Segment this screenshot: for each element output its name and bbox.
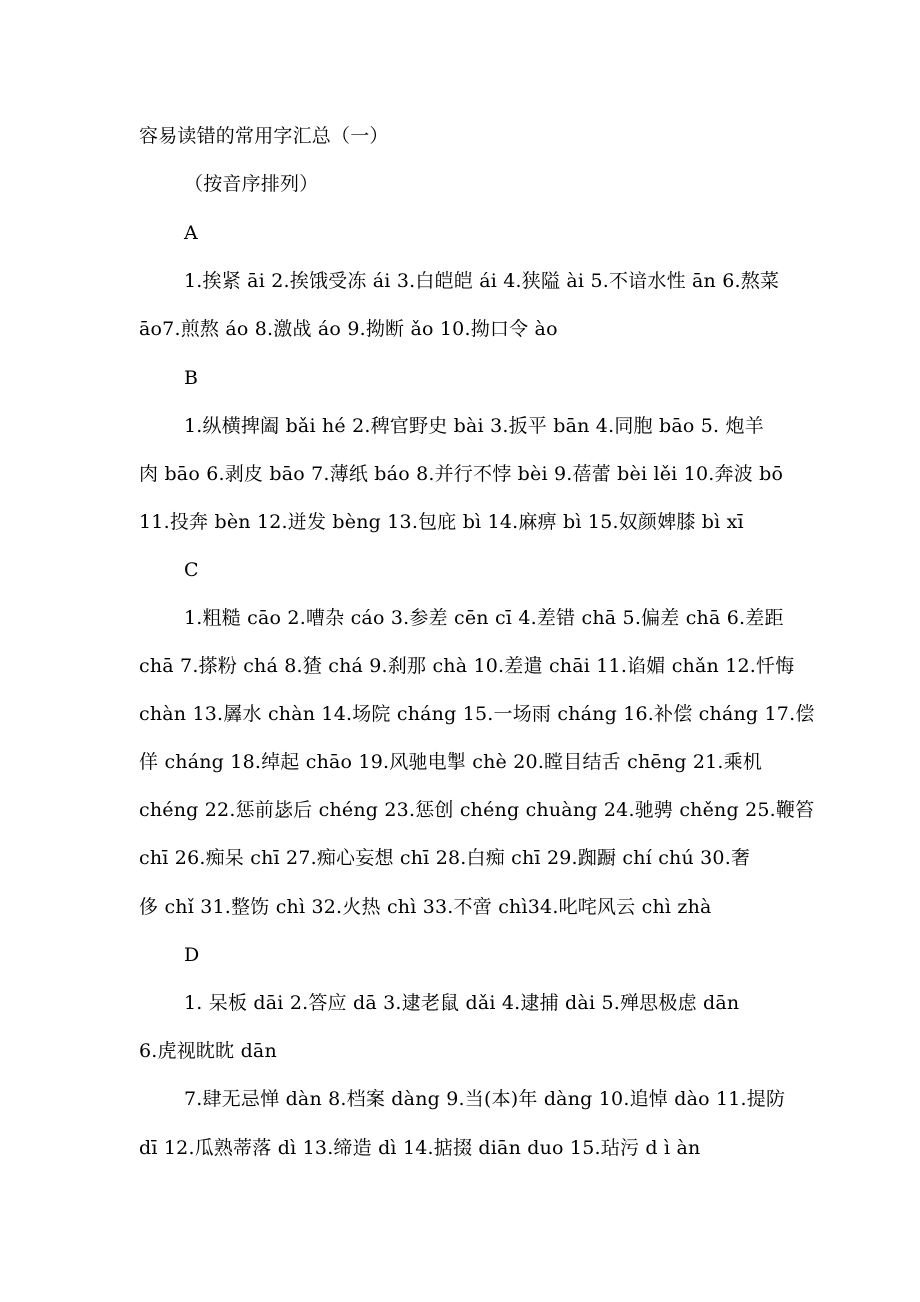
section-c-line: chàn 13.羼水 chàn 14.场院 cháng 15.一场雨 cháng 16.补偿 cháng 17.偿 [139,703,815,725]
page-subtitle: （按音序排列） [184,173,319,195]
section-c-line: 佯 cháng 18.绰起 chāo 19.风驰电掣 chè 20.瞠目结舌 chēng 21.乘机 [139,751,763,773]
section-d-line: dī 12.瓜熟蒂落 dì 13.缔造 dì 14.掂掇 diān duo 15.玷污 d ì àn [139,1137,701,1159]
page-title: 容易读错的常用字汇总（一） [139,125,389,147]
section-c-line: chéng 22.惩前毖后 chéng 23.惩创 chéng chuàng 24.驰骋 chěng 25.鞭笞 [139,799,815,821]
section-heading-c: C [184,559,199,581]
section-heading-a: A [184,222,198,244]
section-b-line: 1.纵横捭阖 bǎi hé 2.稗官野史 bài 3.扳平 bān 4.同胞 bāo 5. 炮羊 [184,415,764,437]
section-c-line: chī 26.痴呆 chī 27.痴心妄想 chī 28.白痴 chī 29.踟蹰 chí chú 30.奢 [139,847,751,869]
section-d-line: 7.肆无忌惮 dàn 8.档案 dàng 9.当(本)年 dàng 10.追悼 dào 11.提防 [184,1088,786,1110]
section-b-line: 11.投奔 bèn 12.迸发 bèng 13.包庇 bì 14.麻痹 bì 15.奴颜婢膝 bì xī [139,511,744,533]
section-a-line: 1.挨紧 āi 2.挨饿受冻 ái 3.白皑皑 ái 4.狭隘 ài 5.不谙水性 ān 6.熬菜 [184,270,780,292]
section-a-line: āo7.煎熬 áo 8.激战 áo 9.拗断 ǎo 10.拗口令 ào [139,318,558,340]
section-heading-b: B [184,367,199,389]
section-c-line: 1.粗糙 cāo 2.嘈杂 cáo 3.参差 cēn cī 4.差错 chā 5.偏差 chā 6.差距 [184,607,784,629]
section-d-line: 1. 呆板 dāi 2.答应 dā 3.逮老鼠 dǎi 4.逮捕 dài 5.殚思极虑 dān [184,992,740,1014]
section-d-line: 6.虎视眈眈 dān [139,1040,277,1062]
section-c-line: chā 7.搽粉 chá 8.猹 chá 9.刹那 chà 10.差遣 chāi 11.谄媚 chǎn 12.忏悔 [139,655,795,677]
section-heading-d: D [184,944,200,966]
section-b-line: 肉 bāo 6.剥皮 bāo 7.薄纸 báo 8.并行不悖 bèi 9.蓓蕾 bèi lěi 10.奔波 bō [139,463,784,485]
section-c-line: 侈 chǐ 31.整饬 chì 32.火热 chì 33.不啻 chì34.叱咤风云 chì zhà [139,896,712,918]
